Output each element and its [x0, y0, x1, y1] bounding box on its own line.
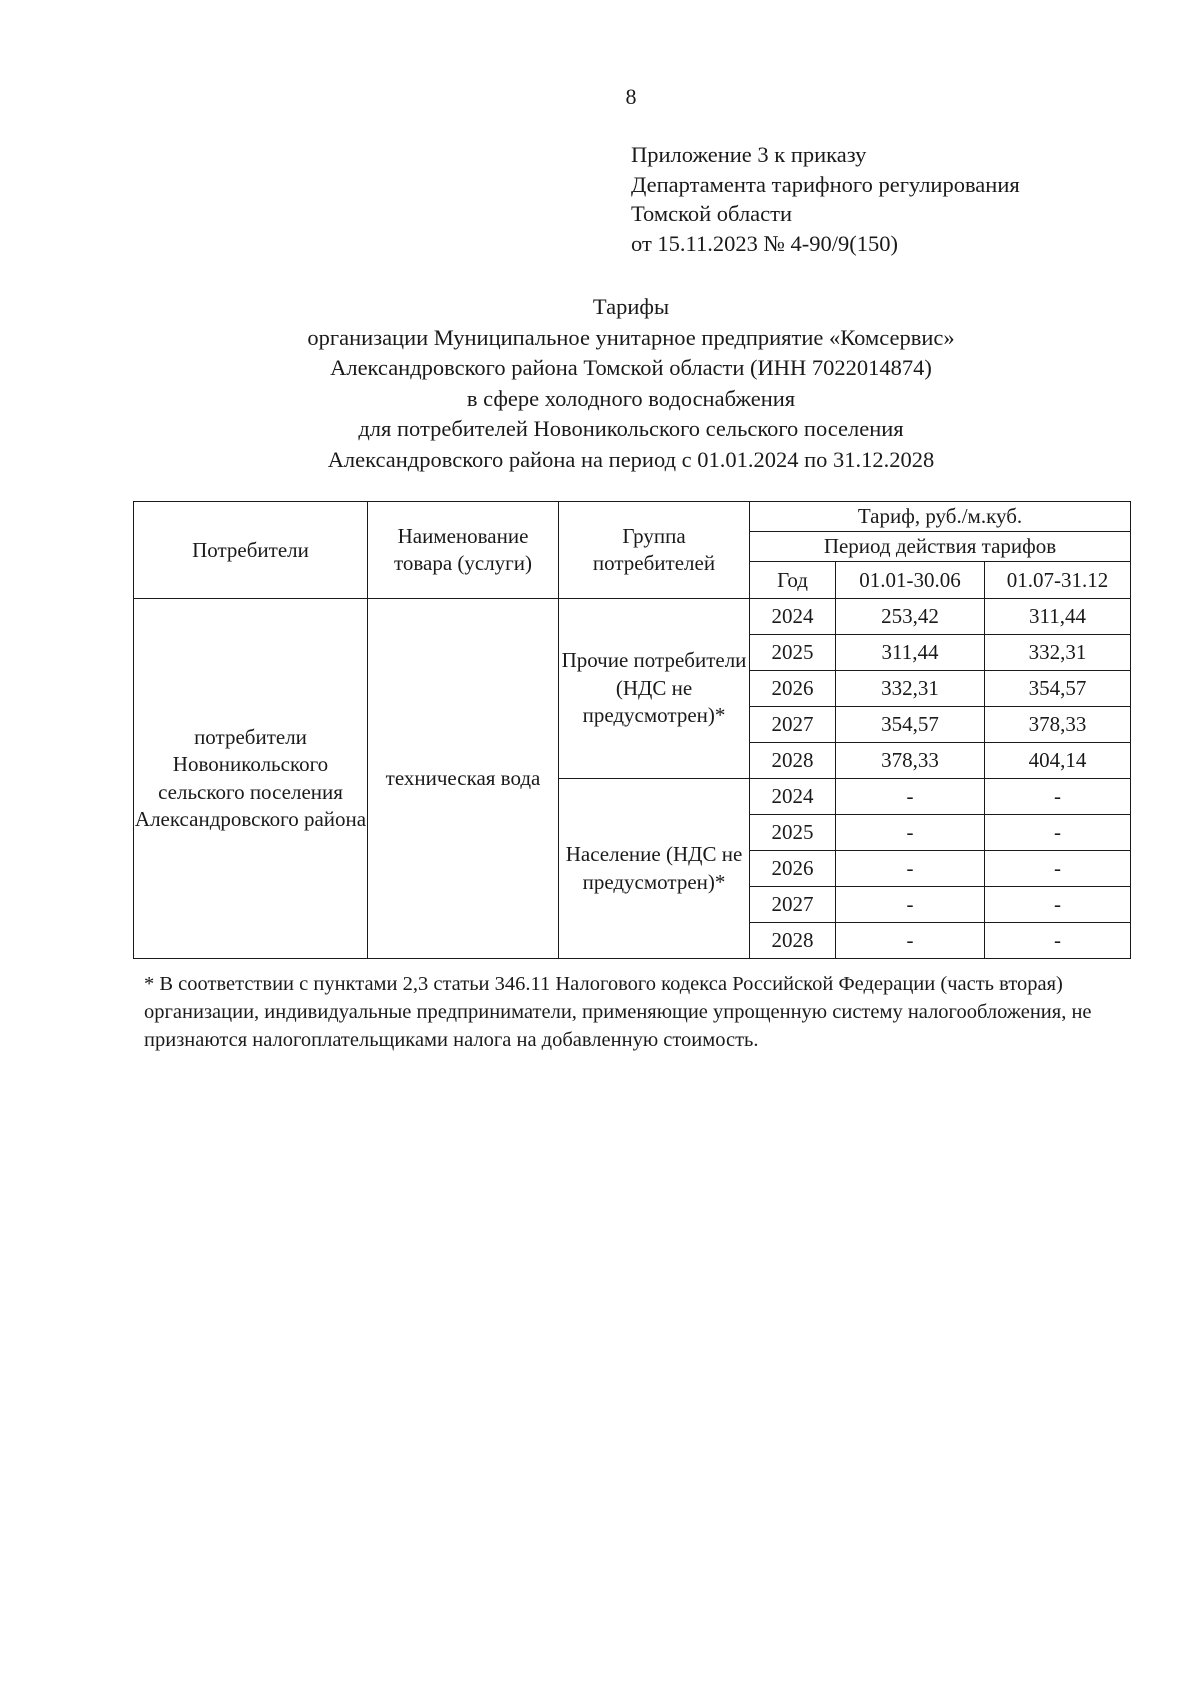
title-line: Александровского района на период с 01.01.2024 по 31.12.2028: [327, 446, 935, 472]
tariff-value: -: [985, 815, 1131, 851]
consumer-cell: потребители Новоникольского сельского поселения Александровского района: [134, 599, 368, 959]
title-line: в сфере холодного водоснабжения: [466, 385, 796, 411]
tariff-value: -: [985, 887, 1131, 923]
appendix-line: Томской области: [631, 201, 793, 226]
tariff-value: 311,44: [985, 599, 1131, 635]
year-cell: 2027: [750, 707, 836, 743]
table-row: [134, 599, 1131, 635]
tariff-value: 253,42: [836, 599, 985, 635]
header-second-half: 01.07-31.12: [985, 562, 1131, 599]
tariff-value: -: [836, 851, 985, 887]
tariff-value: 332,31: [836, 671, 985, 707]
tariff-value: -: [985, 851, 1131, 887]
tariff-value: 354,57: [985, 671, 1131, 707]
tariff-value: -: [836, 815, 985, 851]
header-year: Год: [750, 562, 836, 599]
tariff-value: -: [836, 923, 985, 959]
appendix-line: от 15.11.2023 № 4-90/9(150): [631, 230, 899, 256]
tariff-value: -: [985, 923, 1131, 959]
tariff-value: 378,33: [985, 707, 1131, 743]
appendix-line: Приложение 3 к приказу: [631, 142, 867, 167]
tariff-table: [133, 501, 1131, 959]
tariff-value: 404,14: [985, 743, 1131, 779]
year-cell: 2024: [750, 599, 836, 635]
group-cell: Население (НДС не предусмотрен)*: [559, 779, 750, 959]
tariff-value: 354,57: [836, 707, 985, 743]
header-consumers: Потребители: [134, 502, 368, 599]
tariff-value: 378,33: [836, 743, 985, 779]
header-tariff: Тариф, руб./м.куб.: [750, 502, 1131, 532]
footnote: * В соответствии с пунктами 2,3 статьи 346.11 Налогового кодекса Российской Федерации (часть вторая) организации, индивидуальные предприниматели, применяющие упрощенную систему налогообложения, не признаются налогоплательщиками налога на добавленную стоимость.: [144, 973, 1092, 1051]
year-cell: 2026: [750, 851, 836, 887]
year-cell: 2024: [750, 779, 836, 815]
year-cell: 2026: [750, 671, 836, 707]
tariff-value: -: [985, 779, 1131, 815]
year-cell: 2028: [750, 923, 836, 959]
header-period: Период действия тарифов: [750, 532, 1131, 562]
year-cell: 2025: [750, 815, 836, 851]
appendix-line: Департамента тарифного регулирования: [631, 171, 1020, 197]
group-cell: Прочие потребители (НДС не предусмотрен)*: [559, 599, 750, 779]
header-first-half: 01.01-30.06: [836, 562, 985, 599]
year-cell: 2025: [750, 635, 836, 671]
header-goods: Наименование товара (услуги): [368, 502, 559, 599]
year-cell: 2027: [750, 887, 836, 923]
title-line: Александровского района Томской области (ИНН 7022014874): [330, 355, 932, 380]
title-line: организации Муниципальное унитарное предприятие «Комсервис»: [307, 324, 955, 350]
appendix-header: [631, 140, 1020, 258]
tariff-value: 332,31: [985, 635, 1131, 671]
document-title: [0, 292, 1200, 475]
tariff-value: -: [836, 779, 985, 815]
tariff-value: 311,44: [836, 635, 985, 671]
header-group: Группа потребителей: [559, 502, 750, 599]
page-number: 8: [625, 84, 637, 109]
goods-cell: техническая вода: [368, 599, 559, 959]
title-line: для потребителей Новоникольского сельского поселения: [358, 416, 904, 441]
year-cell: 2028: [750, 743, 836, 779]
tariff-value: -: [836, 887, 985, 923]
title-line: Тарифы: [592, 294, 670, 319]
